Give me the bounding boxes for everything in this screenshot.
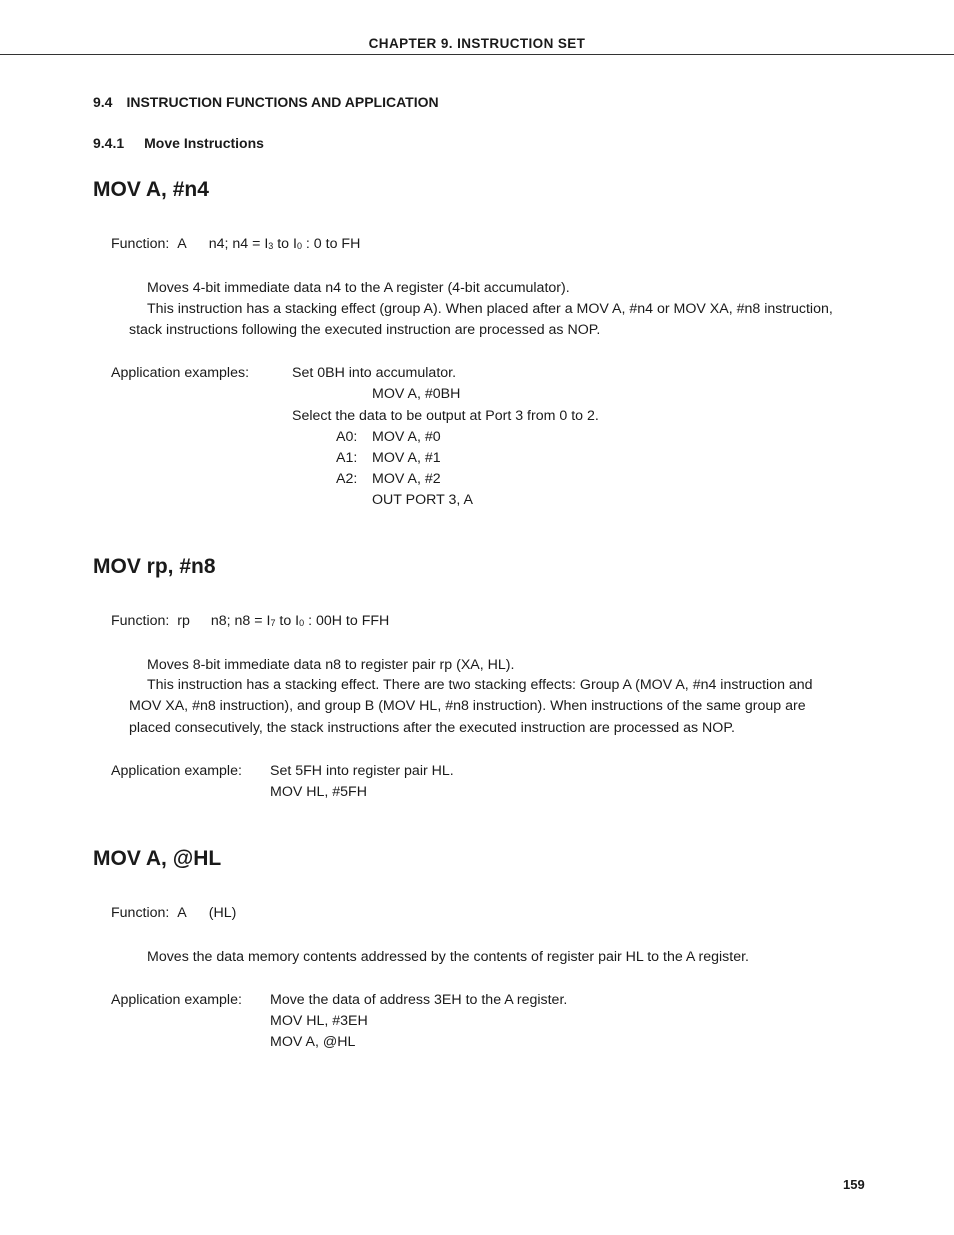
code-line: MOV A, #0 — [372, 429, 441, 445]
instruction-title-mov-rp-n8: MOV rp, #n8 — [93, 555, 216, 578]
section-heading — [93, 94, 439, 110]
instr3-example-1-code-1: MOV HL, #3EH — [270, 1013, 368, 1029]
instr1-desc-2a: This instruction has a stacking effect (group A). When placed after a MOV A, #n4 or MOV XA, #n8 instruction, — [147, 301, 833, 317]
instr1-example-1-code: MOV A, #0BH — [372, 386, 461, 402]
instr2-desc-1: Moves 8-bit immediate data n8 to register pair rp (XA, HL). — [147, 657, 515, 673]
instr2-desc-2b: MOV XA, #n8 instruction), and group B (MOV HL, #n8 instruction). When instructions of the same group are — [129, 698, 806, 714]
function-dest: A — [177, 905, 187, 921]
code-line-label: A2: — [336, 471, 358, 487]
function-src: n8; $n8 = I_7$ to $I_0$ : 00H to FFH — [210, 613, 390, 629]
instr3-app-label: Application example: — [111, 992, 242, 1008]
instr1-example-2: Select the data to be output at Port 3 from 0 to 2. — [292, 408, 599, 424]
instr1-desc-2b: stack instructions following the executed instruction are processed as NOP. — [129, 322, 601, 338]
code-line-label: A1: — [336, 450, 358, 466]
instr2-desc-2a: This instruction has a stacking effect. There are two stacking effects: Group A (MOV A, #n4 instruction and — [147, 677, 813, 693]
function-src: n4; $n4 = I_3$ to $I_0$ : 0 to FH — [208, 236, 361, 252]
instr1-desc-1: Moves 4-bit immediate data n4 to the A register (4-bit accumulator). — [147, 280, 570, 296]
code-line: MOV A, #1 — [372, 450, 441, 466]
subsection-number: 9.4.1 — [93, 135, 125, 151]
instr1-function-line — [111, 236, 360, 252]
function-dest: A — [177, 236, 187, 252]
code-line: OUT PORT 3, A — [372, 492, 473, 508]
subsection-title: Move Instructions — [144, 135, 264, 151]
instruction-title-mov-a-hl: MOV A, @HL — [93, 847, 222, 870]
section-number: 9.4 — [93, 94, 113, 110]
function-dest: rp — [177, 613, 190, 629]
instr2-function-line — [111, 613, 389, 629]
instr3-desc-1: Moves the data memory contents addressed by the contents of register pair HL to the A register. — [147, 949, 749, 965]
code-line-label: A0: — [336, 429, 358, 445]
subsection-heading — [93, 135, 264, 151]
instr2-example-1: Set 5FH into register pair HL. — [270, 763, 454, 779]
function-label: Function: — [111, 905, 170, 921]
function-label: Function: — [111, 236, 170, 252]
function-label: Function: — [111, 613, 170, 629]
instr3-function-line — [111, 905, 236, 921]
instr1-app-label: Application examples: — [111, 365, 250, 381]
section-title: INSTRUCTION FUNCTIONS AND APPLICATION — [126, 94, 439, 110]
chapter-header: CHAPTER 9. INSTRUCTION SET — [368, 36, 586, 51]
header-rule — [0, 54, 954, 55]
code-line: MOV A, #2 — [372, 471, 441, 487]
instr3-example-1: Move the data of address 3EH to the A register. — [270, 992, 568, 1008]
instr2-app-label: Application example: — [111, 763, 242, 779]
instr2-desc-2c: placed consecutively, the stack instructions after the executed instruction are processed as NOP. — [129, 720, 735, 736]
instr3-example-1-code-2: MOV A, @HL — [270, 1034, 356, 1050]
function-src: (HL) — [208, 905, 237, 921]
instr2-example-1-code: MOV HL, #5FH — [270, 784, 367, 800]
instr1-example-1: Set 0BH into accumulator. — [292, 365, 457, 381]
page-number: 159 — [843, 1177, 865, 1192]
instruction-title-mov-a-n4: MOV A, #n4 — [93, 178, 209, 201]
